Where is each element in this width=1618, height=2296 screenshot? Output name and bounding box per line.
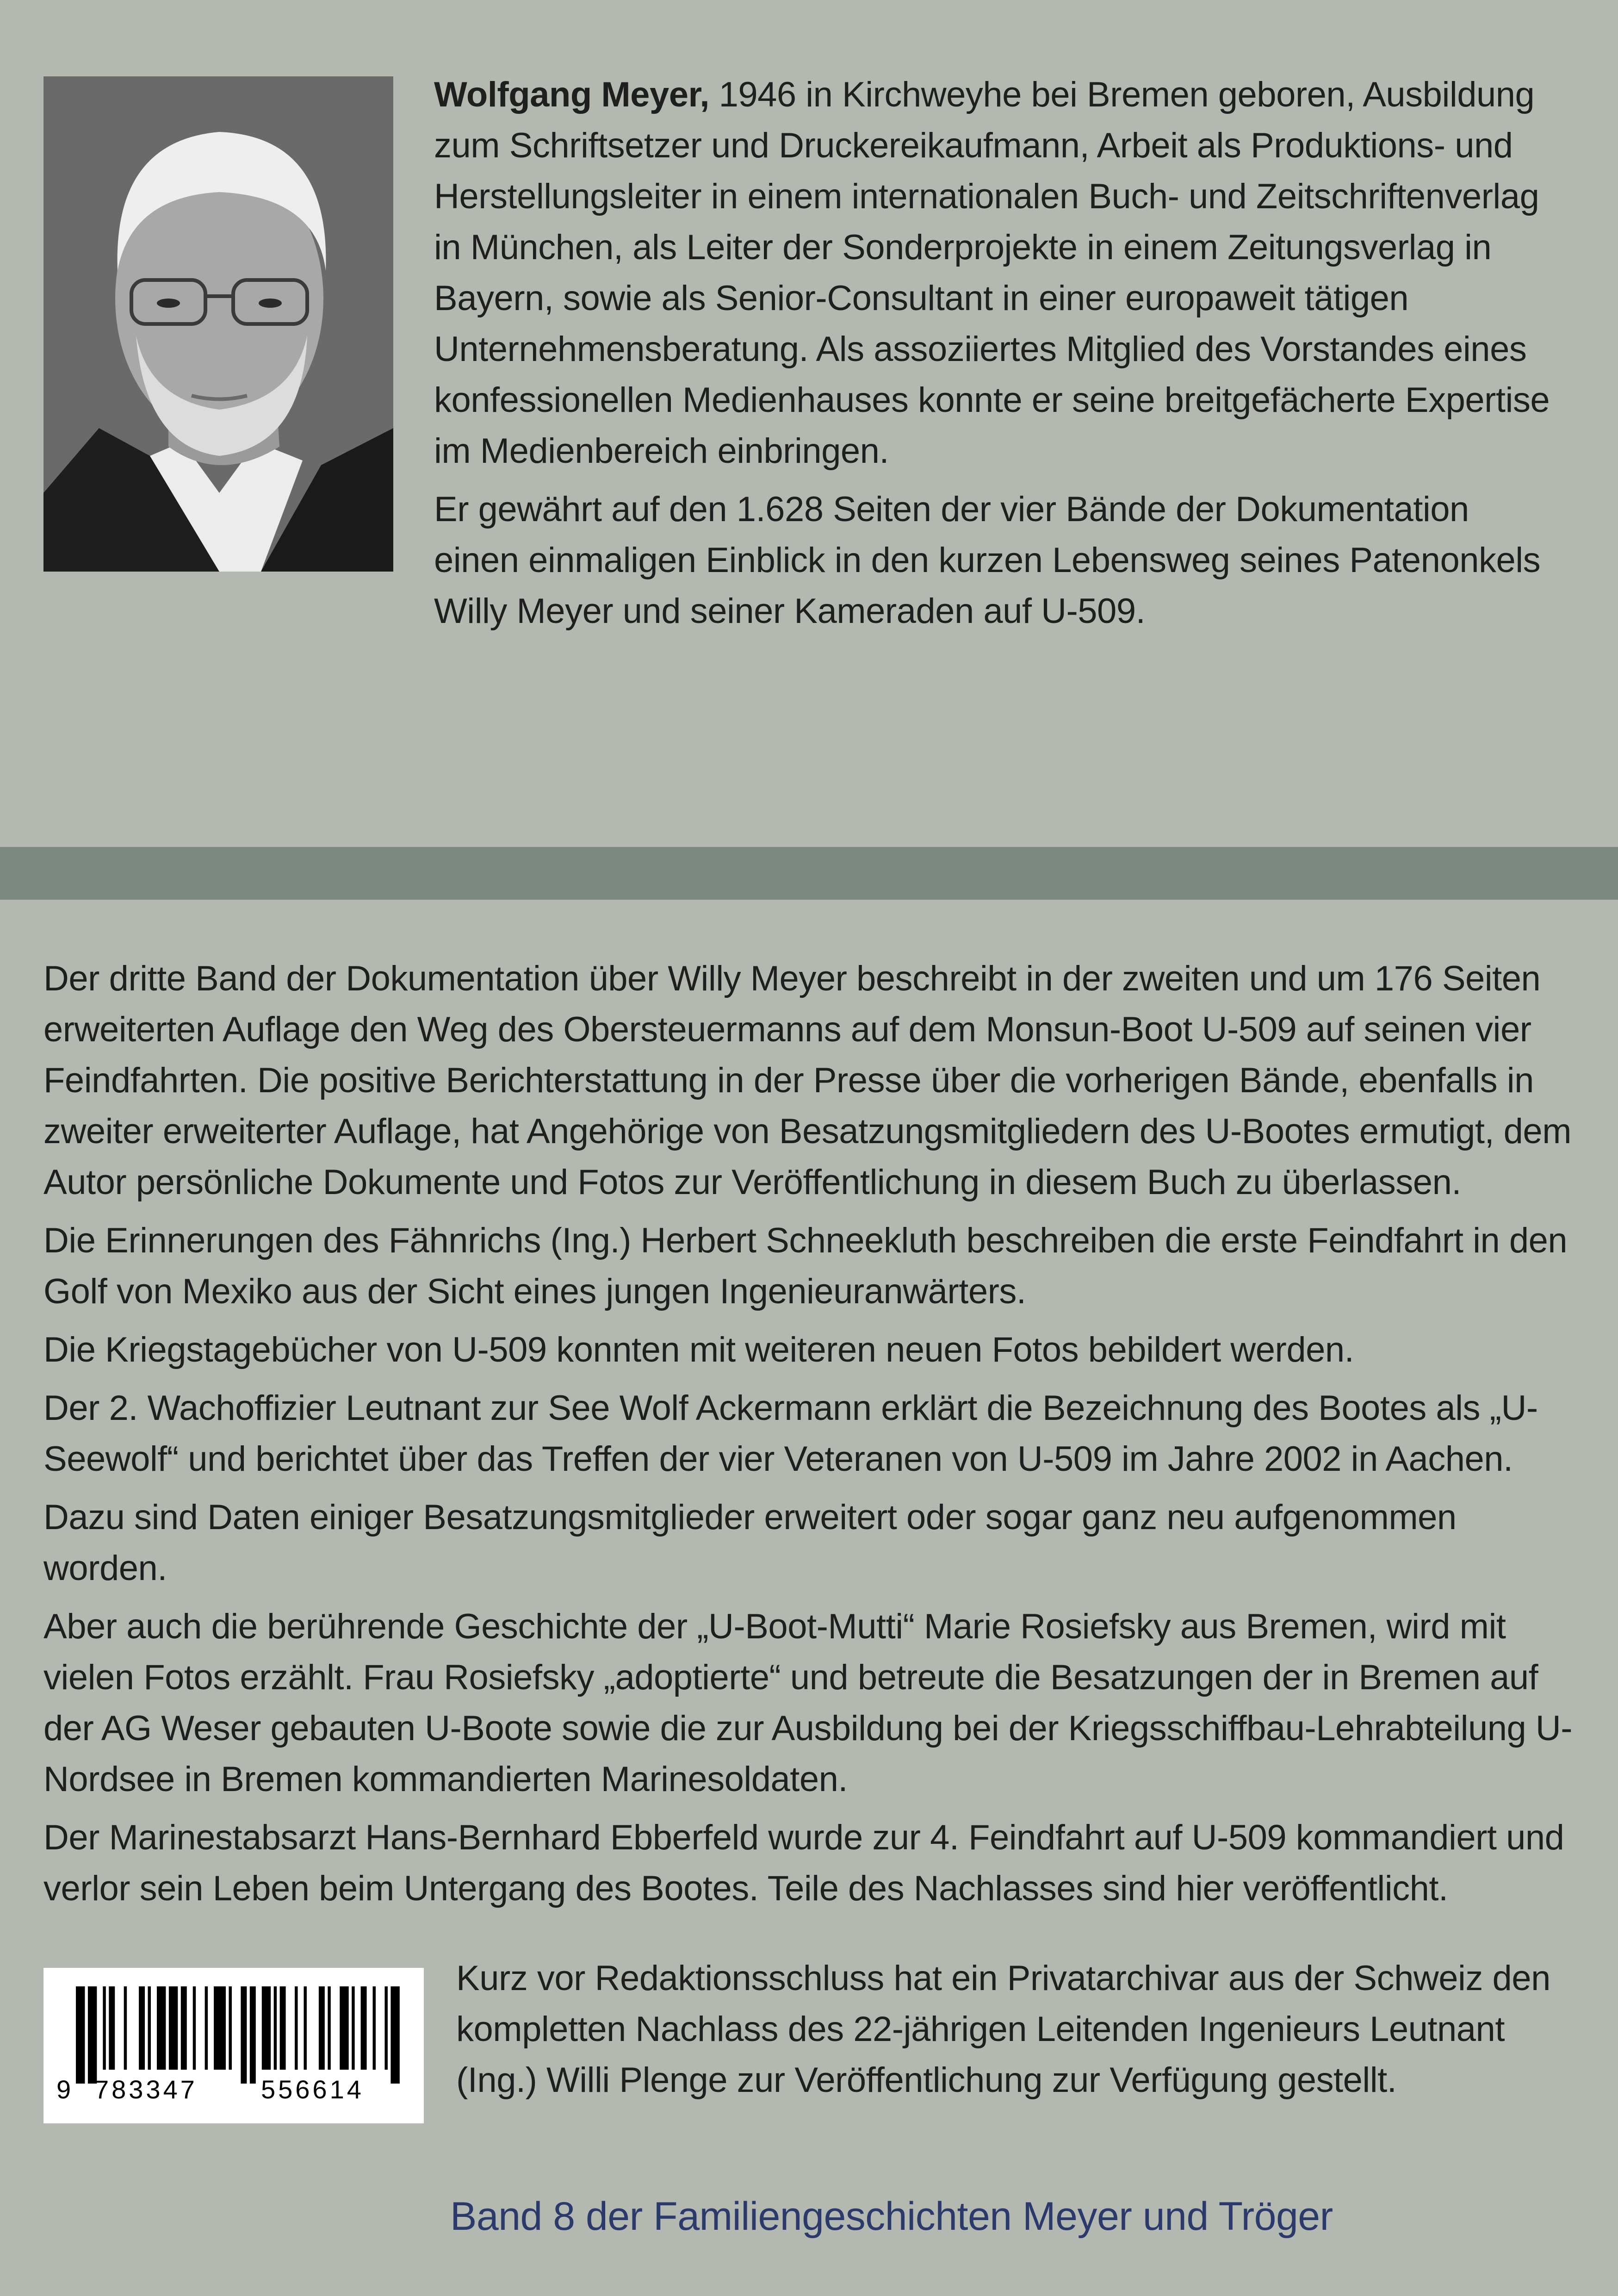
barcode-bar [373,1986,376,2070]
description-paragraph: Die Erinnerungen des Fähnrichs (Ing.) Herbert Schneekluth beschreiben die erste Feindfahrt in den Golf von Mexiko aus der Sicht eines jungen Ingenieuranwärters. [43,1221,1568,1311]
barcode-bar [229,1986,231,2070]
description-paragraph-last: Kurz vor Redaktionsschluss hat ein Privatarchivar aus der Schweiz den kompletten Nachlass des 22-jährigen Leitenden Ingenieurs Leutnant (Ing.) Willi Plenge zur Veröffentlichung zur Verfügung gestellt. [456,1959,1550,2100]
barcode-bar [241,1986,247,2084]
description-paragraph: Die Kriegstagebücher von U-509 konnten mit weiteren neuen Fotos bebildert werden. [43,1330,1354,1369]
barcode-bar [88,1986,97,2084]
barcode-bar [181,1986,187,2070]
series-title: Band 8 der Familiengeschichten Meyer und Tröger [450,2194,1333,2239]
barcode-bar [352,1986,354,2070]
description-paragraph: Der Marinestabsarzt Hans-Bernhard Ebberfeld wurde zur 4. Feindfahrt auf U-509 kommandiert und verlor sein Leben beim Untergang des Bootes. Teile des Nachlasses sind hier veröffentlicht. [43,1818,1564,1908]
description-paragraph: Aber auch die berührende Geschichte der „U-Boot-Mutti“ Marie Rosiefsky aus Bremen, wird mit vielen Fotos erzählt. Frau Rosiefsky „adoptierte“ und betreute die Besatzungen der in Bremen auf der AG Weser gebauten U-Boote sowie die zur Ausbildung bei der Kriegsschiffbau-Lehrabteilung U-Nordsee in Bremen kommandierten Marinesoldaten. [43,1607,1573,1799]
barcode-bar [193,1986,196,2070]
barcode-bar [384,1986,387,2070]
barcode-bar [139,1986,145,2070]
barcode-bar [262,1986,271,2070]
barcode-bar [214,1986,226,2070]
barcode-bar [76,1986,85,2084]
barcode-bar [250,1986,256,2084]
barcode-right-group: 556614 [261,2075,364,2104]
description-paragraph: Der 2. Wachoffizier Leutnant zur See Wolf Ackermann erklärt die Bezeichnung des Bootes als „U-Seewolf“ und berichtet über das Treffen der vier Veteranen von U-509 im Jahre 2002 in Aachen. [43,1388,1538,1479]
barcode-bar [319,1986,325,2070]
barcode-bar [124,1986,127,2070]
description-paragraph: Der dritte Band der Dokumentation über Willy Meyer beschreibt in der zweiten und um 176 Seiten erweiterten Auflage den Weg des Obersteuermanns auf dem Monsun-Boot U-509 auf seinen vier Feindfahrten. Die positive Berichterstattung in der Presse über die vorherigen Bände, ebenfalls in zweiter erweiterter Auflage, hat Angehörige von Besatzungsmitgliedern des U-Bootes ermutigt, dem Autor persönliche Dokumente und Fotos zur Veröffentlichung in diesem Buch zu überlassen. [43,959,1572,1202]
author-bio-paragraph-1 [434,69,1554,477]
barcode-left-group: 783347 [94,2075,198,2104]
barcode-bar [205,1986,208,2070]
isbn-barcode [43,1968,424,2123]
barcode-bar [169,1986,178,2070]
author-name: Wolfgang Meyer, [434,75,709,114]
author-bio-paragraph-2: Er gewährt auf den 1.628 Seiten der vier Bände der Dokumentation einen einmaligen Einblick in den kurzen Lebensweg seines Patenonkels Willy Meyer und seiner Kameraden auf U-509. [434,490,1541,631]
section-divider [0,847,1618,900]
author-bio-text: 1946 in Kirchweyhe bei Bremen geboren, Ausbildung zum Schriftsetzer und Druckereikaufmann, Arbeit als Produktions- und Herstellungsleiter in einem internationalen Buch- und Zeitschriftenverlag in München, als Leiter der Sonderprojekte in einem Zeitungsverlag in Bayern, sowie als Senior-Consultant in einer europaweit tätigen Unternehmensberatung. Als assoziiertes Mitglied des Vorstandes eines konfessionellen Medienhauses konnte er seine breitgefächerte Expertise im Medienbereich einbringen. [434,75,1550,471]
author-bio [434,69,1554,644]
barcode-bar [391,1986,399,2084]
barcode-bar [361,1986,367,2070]
description-paragraph: Dazu sind Daten einiger Besatzungsmitglieder erweitert oder sogar ganz neu aufgenommen worden. [43,1498,1457,1588]
barcode-bar [148,1986,151,2070]
barcode-bar [295,1986,298,2070]
author-portrait [43,76,393,572]
barcode-bar [157,1986,166,2070]
book-description [43,953,1584,1922]
barcode-bar [304,1986,306,2070]
barcode-bar [274,1986,277,2070]
barcode-bar [340,1986,348,2070]
barcode-bar [109,1986,115,2070]
barcode-first-digit: 9 [56,2075,74,2104]
barcode-bar [103,1986,105,2070]
barcode-bar [280,1986,286,2070]
barcode-bar [328,1986,330,2070]
